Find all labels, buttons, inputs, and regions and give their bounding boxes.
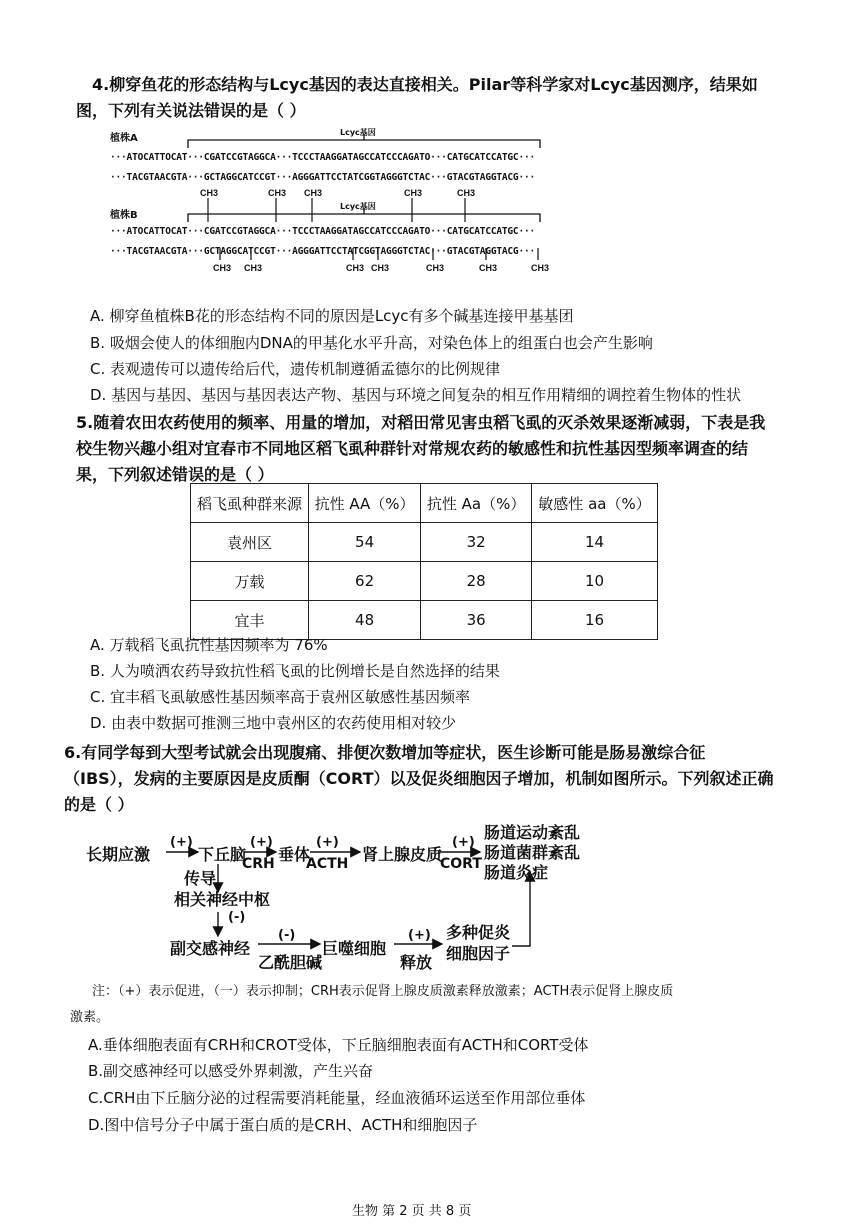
gene-a-label: Lcyc基因 xyxy=(340,128,376,137)
page-footer: 生物 第 2 页 共 8 页 xyxy=(352,1204,472,1219)
ch3-mark: CH3 xyxy=(404,188,423,198)
node-gut-inflammation: 肠道炎症 xyxy=(484,863,549,882)
node-stress: 长期应激 xyxy=(86,845,151,864)
q6-stem-line2: （IBS），发病的主要原因是皮质酮（CORT）以及促炎细胞因子增加，机制如图所示。下列叙述正确 xyxy=(64,769,774,788)
q5-stem-line2: 校生物兴趣小组对宜春市不同地区稻飞虱种群针对常规农药的敏感性和抗性基因型频率调查的结 xyxy=(76,439,749,458)
table-cell: 36 xyxy=(421,601,532,640)
label-release: 释放 xyxy=(400,953,433,972)
table-header: 抗性 Aa（%） xyxy=(421,484,532,523)
node-macrophage: 巨噬细胞 xyxy=(322,939,387,958)
q4-stem-line1: 4.柳穿鱼花的形态结构与Lcyc基因的表达直接相关。Pilar等科学家对Lcyc基因测序，结果如 xyxy=(92,75,758,94)
q6-note-line1: 注：（+）表示促进，（一）表示抑制；CRH表示促肾上腺皮质激素释放激素；ACTH表示促肾上腺皮质 xyxy=(92,984,674,999)
q4-option-b: B. 吸烟会使人的体细胞内DNA的甲基化水平升高，对染色体上的组蛋白也会产生影响 xyxy=(90,334,653,352)
table-row xyxy=(191,523,658,562)
table-cell: 10 xyxy=(532,562,658,601)
ch3-mark: CH3 xyxy=(304,188,323,198)
q5-stem-line1: 5.随着农田农药使用的频率、用量的增加，对稻田常见害虫稻飞虱的灭杀效果逐渐减弱，下表是我 xyxy=(76,413,766,432)
label-conduct: 传导 xyxy=(184,869,217,888)
node-gut-motility: 肠道运动紊乱 xyxy=(484,823,581,842)
label-crh: CRH xyxy=(242,856,275,872)
table-header: 抗性 AA（%） xyxy=(308,484,420,523)
strand-a-bottom: ···TACGTAACGTA···GCTAGGCATCCGT···AGGGATTCCTATCGGTAGGGTCTAC···GTACGTAGGTACG··· xyxy=(110,172,536,183)
dna-brackets-svg xyxy=(108,126,558,284)
ch3-mark: CH3 xyxy=(426,263,445,273)
q6-option-a: A.垂体细胞表面有CRH和CROT受体，下丘脑细胞表面有ACTH和CORT受体 xyxy=(88,1036,589,1054)
genotype-table xyxy=(190,483,658,640)
table-cell: 14 xyxy=(532,523,658,562)
q6-stem-line1: 6.有同学每到大型考试就会出现腹痛、排便次数增加等症状，医生诊断可能是肠易激综合征 xyxy=(64,743,706,762)
table-cell: 62 xyxy=(308,562,420,601)
gene-b-label: Lcyc基因 xyxy=(340,202,376,211)
table-header: 稻飞虱种群来源 xyxy=(191,484,309,523)
q5-option-c: C. 宜丰稻飞虱敏感性基因频率高于袁州区敏感性基因频率 xyxy=(90,688,471,706)
ch3-mark: CH3 xyxy=(346,263,365,273)
ch3-mark: CH3 xyxy=(213,263,232,273)
node-parasympathetic: 副交感神经 xyxy=(170,939,251,958)
table-cell: 54 xyxy=(308,523,420,562)
node-hypothalamus: 下丘脑 xyxy=(198,845,247,864)
ch3-mark: CH3 xyxy=(244,263,263,273)
table-cell: 万载 xyxy=(191,562,309,601)
q5-option-a: A. 万载稻飞虱抗性基因频率为 76% xyxy=(90,636,328,654)
strand-b-bottom: ···TACGTAACGTA···GCTAGGCATCCGT···AGGGATTCCTATCGGTAGGGTCTAC···GTACGTAGGTACG··· xyxy=(110,246,536,257)
label-cort: CORT xyxy=(440,856,482,872)
q6-stem-line3: 的是（ ） xyxy=(64,795,134,814)
q5-option-b: B. 人为喷洒农药导致抗性稻飞虱的比例增长是自然选择的结果 xyxy=(90,662,500,680)
label-acth: ACTH xyxy=(306,856,349,872)
table-row xyxy=(191,562,658,601)
node-neural-center: 相关神经中枢 xyxy=(174,890,271,909)
label-plus: (+) xyxy=(170,835,193,850)
ch3-mark: CH3 xyxy=(200,188,219,198)
strand-a-top: ···ATOCATTOCAT···CGATCCGTAGGCA···TCCCTAAGGATAGCCATCCCAGATO···CATGCATCCATGC··· xyxy=(110,152,536,163)
ch3-mark: CH3 xyxy=(268,188,287,198)
ch3-mark: CH3 xyxy=(531,263,550,273)
strand-b-top: ···ATOCATTOCAT···CGATCCGTAGGCA···TCCCTAAGGATAGCCATCCCAGATO···CATGCATCCATGC··· xyxy=(110,226,536,237)
label-minus: (-) xyxy=(278,928,296,943)
q4-option-d: D. 基因与基因、基因与基因表达产物、基因与环境之间复杂的相互作用精细的调控着生物体的性状 xyxy=(90,386,742,404)
table-cell: 宜丰 xyxy=(191,601,309,640)
node-cytokines-line2: 细胞因子 xyxy=(446,944,511,963)
q4-stem-line2: 图，下列有关说法错误的是（ ） xyxy=(76,101,306,120)
node-adrenal-cortex: 肾上腺皮质 xyxy=(362,845,443,864)
ch3-mark: CH3 xyxy=(457,188,476,198)
q5-option-d: D. 由表中数据可推测三地中袁州区的农药使用相对较少 xyxy=(90,714,457,732)
node-gut-microbiota: 肠道菌群紊乱 xyxy=(484,843,581,862)
table-cell: 袁州区 xyxy=(191,523,309,562)
table-cell: 32 xyxy=(421,523,532,562)
label-plus: (+) xyxy=(316,835,339,850)
q4-option-c: C. 表观遗传可以遗传给后代，遗传机制遵循孟德尔的比例规律 xyxy=(90,360,501,378)
table-cell: 48 xyxy=(308,601,420,640)
node-pituitary: 垂体 xyxy=(278,845,311,864)
node-cytokines-line1: 多种促炎 xyxy=(446,923,511,942)
label-plus: (+) xyxy=(408,928,431,943)
q4-option-a: A. 柳穿鱼植株B花的形态结构不同的原因是Lcyc有多个碱基连接甲基基团 xyxy=(90,307,574,325)
label-acetylcholine: 乙酰胆碱 xyxy=(258,953,323,972)
plant-a-label: 植株A xyxy=(110,133,138,144)
label-minus: (-) xyxy=(228,910,246,925)
label-plus: (+) xyxy=(250,835,273,850)
table-header-row xyxy=(191,484,658,523)
ch3-mark: CH3 xyxy=(479,263,498,273)
q6-option-c: C.CRH由下丘脑分泌的过程需要消耗能量，经血液循环运送至作用部位垂体 xyxy=(88,1089,586,1107)
label-plus: (+) xyxy=(452,835,475,850)
q6-option-d: D.图中信号分子中属于蛋白质的是CRH、ACTH和细胞因子 xyxy=(88,1116,478,1134)
table-cell: 16 xyxy=(532,601,658,640)
table-header: 敏感性 aa（%） xyxy=(532,484,658,523)
q6-option-b: B.副交感神经可以感受外界刺激，产生兴奋 xyxy=(88,1062,374,1080)
plant-b-label: 植株B xyxy=(110,210,138,221)
table-cell: 28 xyxy=(421,562,532,601)
ch3-mark: CH3 xyxy=(371,263,390,273)
q6-note-line2: 激素。 xyxy=(70,1010,110,1025)
q5-stem-line3: 果，下列叙述错误的是（ ） xyxy=(76,465,274,484)
